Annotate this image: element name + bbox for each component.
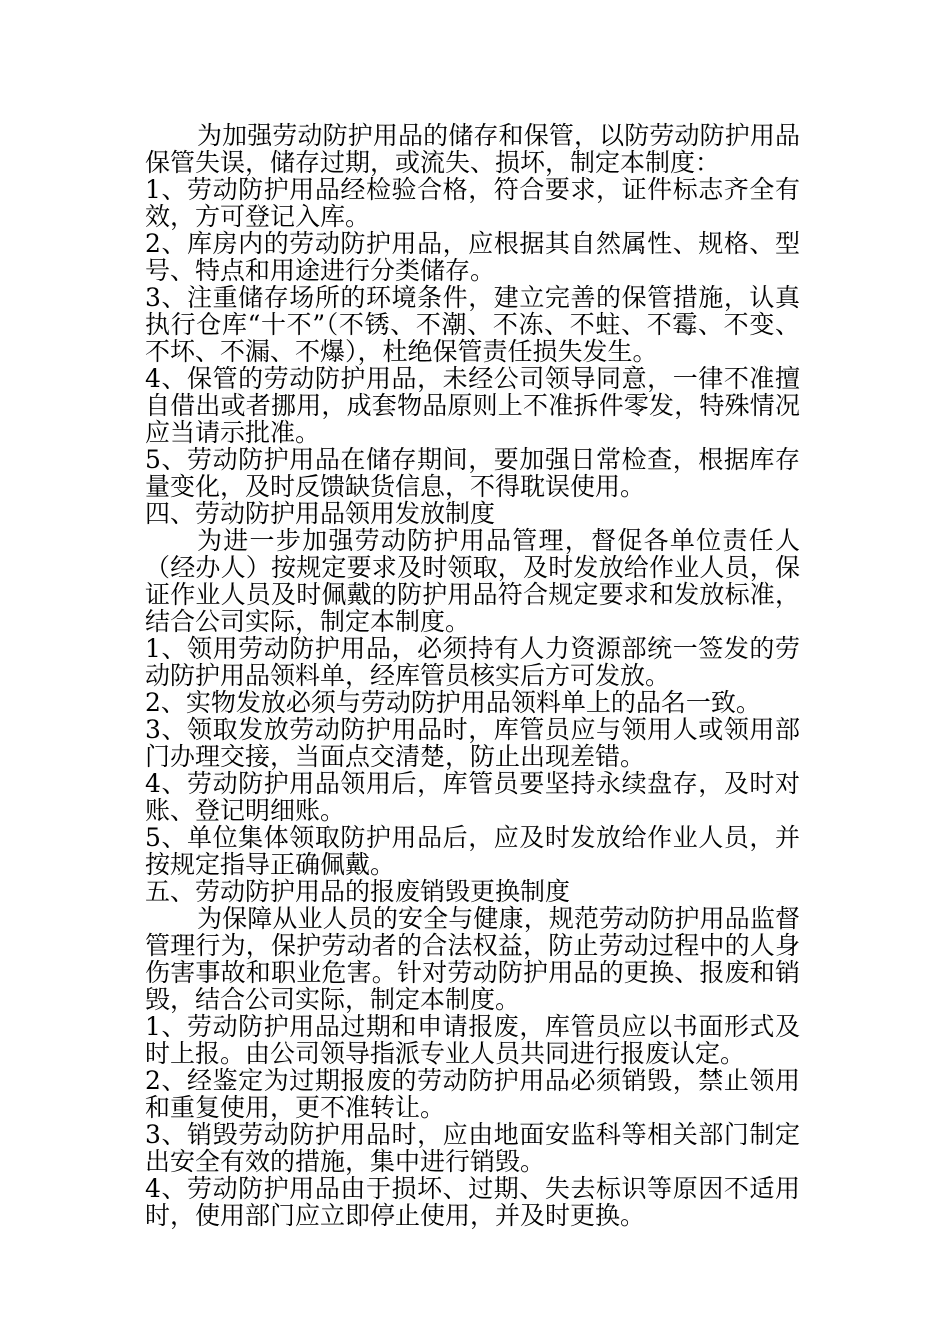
intro-paragraph: 为加强劳动防护用品的储存和保管，以防劳动防护用品保管失误，储存过期，或流失、损坏，制定本制度： (145, 121, 800, 177)
rule-item: 3、注重储存场所的环境条件，建立完善的保管措施，认真执行仓库“十不”（不锈、不潮、不冻、不蛀、不霉、不变、不坏、不漏、不爆），杜绝保管责任损失发生。 (145, 283, 800, 366)
rule-item: 3、销毁劳动防护用品时，应由地面安监科等相关部门制定出安全有效的措施，集中进行销毁。 (145, 1120, 800, 1176)
rule-item: 2、库房内的劳动防护用品，应根据其自然属性、规格、型号、特点和用途进行分类储存。 (145, 229, 800, 285)
rule-item: 5、单位集体领取防护用品后，应及时发放给作业人员，并按规定指导正确佩戴。 (145, 823, 800, 879)
rule-item: 4、劳动防护用品由于损坏、过期、失去标识等原因不适用时，使用部门应立即停止使用，并及时更换。 (145, 1174, 800, 1230)
rule-item: 4、保管的劳动防护用品，未经公司领导同意，一律不准擅自借出或者挪用，成套物品原则上不准拆件零发，特殊情况应当请示批准。 (145, 364, 800, 447)
rule-item: 1、劳动防护用品过期和申请报废，库管员应以书面形式及时上报。由公司领导指派专业人员共同进行报废认定。 (145, 1012, 800, 1068)
rule-item: 1、领用劳动防护用品，必须持有人力资源部统一签发的劳动防护用品领料单，经库管员核实后方可发放。 (145, 634, 800, 690)
rule-item: 2、经鉴定为过期报废的劳动防护用品必须销毁，禁止领用和重复使用，更不准转让。 (145, 1066, 800, 1122)
rule-item: 1、劳动防护用品经检验合格，符合要求，证件标志齐全有效，方可登记入库。 (145, 175, 800, 231)
intro-paragraph: 为保障从业人员的安全与健康，规范劳动防护用品监督管理行为，保护劳动者的合法权益，防止劳动过程中的人身伤害事故和职业危害。针对劳动防护用品的更换、报废和销毁，结合公司实际，制定本制度。 (145, 904, 800, 1014)
document-body (145, 122, 800, 1229)
section-heading: 五、劳动防护用品的报废销毁更换制度 (145, 877, 571, 906)
section-heading: 四、劳动防护用品领用发放制度 (145, 499, 496, 528)
rule-item: 5、劳动防护用品在储存期间，要加强日常检查，根据库存量变化，及时反馈缺货信息，不得耽误使用。 (145, 445, 800, 501)
intro-paragraph: 为进一步加强劳动防护用品管理，督促各单位责任人（经办人）按规定要求及时领取，及时发放给作业人员，保证作业人员及时佩戴的防护用品符合规定要求和发放标准，结合公司实际，制定本制度。 (145, 526, 800, 636)
rule-item: 2、实物发放必须与劳动防护用品领料单上的品名一致。 (145, 688, 761, 717)
rule-item: 4、劳动防护用品领用后，库管员要坚持永续盘存，及时对账、登记明细账。 (145, 769, 800, 825)
rule-item: 3、领取发放劳动防护用品时，库管员应与领用人或领用部门办理交接，当面点交清楚，防止出现差错。 (145, 715, 800, 771)
